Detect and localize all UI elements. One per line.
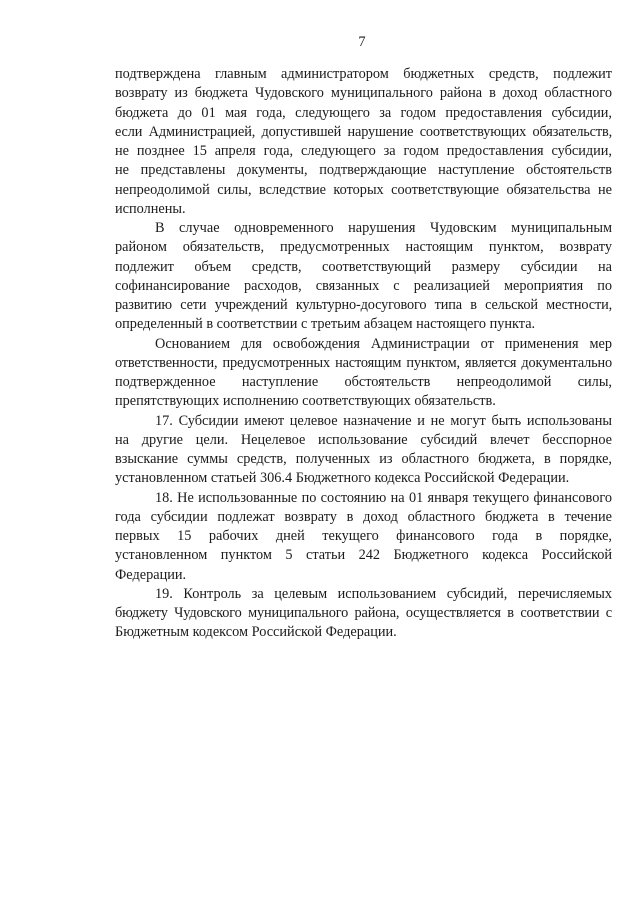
text-line: первых 15 рабочих дней текущего финансового года в порядке,	[115, 528, 612, 544]
text-line: возврату из бюджета Чудовского муниципального района в доход областного	[115, 85, 612, 102]
text-line: взыскание суммы средств, полученных из областного бюджета, в порядке,	[115, 451, 612, 467]
text-line: установленном пунктом 5 статьи 242 Бюджетного кодекса Российской	[115, 547, 612, 564]
text-line: не представлены документы, подтверждающие наступление обстоятельств	[115, 162, 612, 179]
text-line: определенный в соответствии с третьим абзацем настоящего пункта.	[115, 316, 536, 333]
text-line: если Администрацией, допустившей нарушение соответствующих обязательств,	[115, 123, 612, 140]
text-line: исполнены.	[115, 200, 186, 217]
text-line: подтвержденное наступление обстоятельств непреодолимой силы,	[115, 374, 612, 390]
text-line: 19. Контроль за целевым использованием субсидий, перечисляемых	[155, 585, 612, 602]
text-line: Бюджетным кодексом Российской Федерации.	[115, 624, 397, 641]
text-line: на другие цели. Нецелевое использование субсидий влечет бесспорное	[115, 431, 612, 448]
text-line: подлежит объем средств, соответствующий размеру субсидии на	[115, 258, 612, 275]
paragraph-continued	[115, 65, 612, 219]
text-line: бюджета до 01 мая года, следующего за годом предоставления субсидии,	[115, 104, 612, 121]
text-line: непреодолимой силы, вследствие которых соответствующие обязательства не	[115, 181, 612, 198]
clause-19	[115, 585, 612, 643]
text-line: Федерации.	[115, 566, 187, 583]
text-line: бюджету Чудовского муниципального района, осуществляется в соответствии с	[115, 605, 612, 621]
text-line: не позднее 15 апреля года, следующего за годом предоставления субсидии,	[115, 143, 612, 159]
text-line: развитию сети учреждений культурно-досугового типа в сельской местности,	[115, 297, 612, 313]
text-line: подтверждена главным администратором бюджетных средств, подлежит	[115, 66, 612, 82]
text-line: В случае одновременного нарушения Чудовским муниципальным	[155, 220, 612, 236]
text-line: районом обязательств, предусмотренных настоящим пунктом, возврату	[115, 239, 612, 256]
paragraph-simultaneous-violation	[115, 219, 612, 335]
text-line: софинансирование расходов, связанных с реализацией мероприятия по	[115, 277, 612, 294]
text-line: года субсидии подлежат возврату в доход областного бюджета в течение	[115, 508, 612, 525]
text-line: Основанием для освобождения Администрации от применения мер	[155, 335, 612, 352]
text-line: 17. Субсидии имеют целевое назначение и не могут быть использованы	[155, 412, 612, 429]
paragraph-release-grounds	[115, 335, 612, 412]
clause-17	[115, 412, 612, 489]
text-line: 18. Не использованные по состоянию на 01 января текущего финансового	[155, 489, 612, 506]
text-line: ответственности, предусмотренных настоящим пунктом, является документально	[115, 354, 612, 371]
page-number: 7	[358, 34, 366, 50]
document-body	[115, 65, 612, 643]
text-line: установленном статьей 306.4 Бюджетного кодекса Российской Федерации.	[115, 470, 570, 487]
text-line: препятствующих исполнению соответствующих обязательств.	[115, 393, 496, 410]
clause-18	[115, 489, 612, 585]
